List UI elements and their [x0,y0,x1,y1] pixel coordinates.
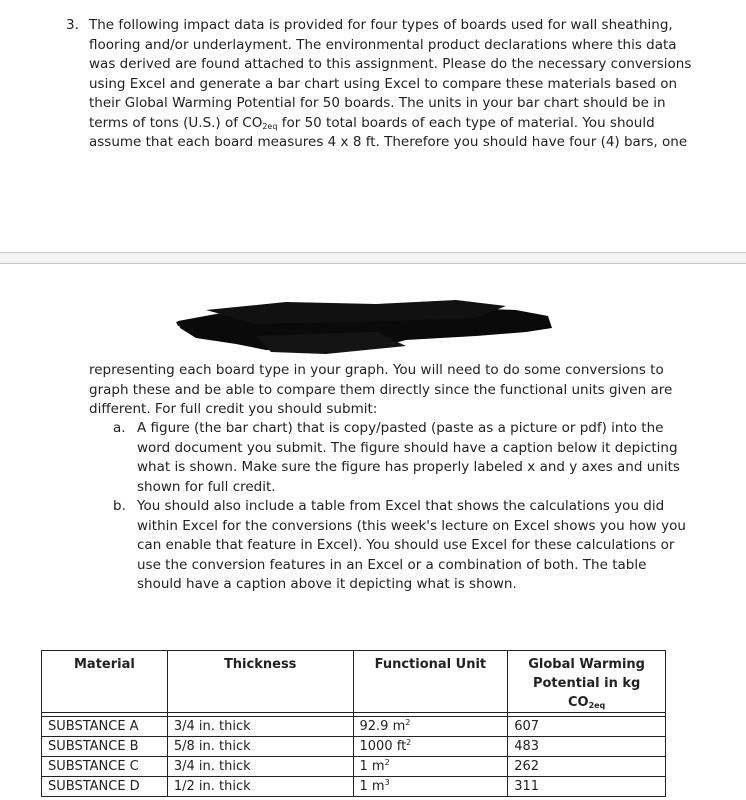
continuation-line: graph these and be able to compare them directly since the functional units given are [89,381,673,398]
cell-gwp: 262 [508,757,666,777]
cell-functional-unit: 1 $m^2$ [353,757,508,777]
cell-functional-unit: 1 $m^3$ [353,777,508,797]
cell-thickness: 1/2 in. thick [167,777,353,797]
question-line: using Excel and generate a bar chart using Excel to compare these materials based on [89,75,678,92]
cell-functional-unit: 92.9 $m^2$ [353,717,508,737]
question-line-co2: terms of tons (U.S.) of $CO_{2eq}$ for 50 total boards of each type of material. You should [89,114,655,131]
cell-material: SUBSTANCE B [42,737,168,757]
cell-material: SUBSTANCE C [42,757,168,777]
list-item-text [137,419,697,497]
header-thickness: Thickness [167,651,353,713]
continuation-text [89,361,689,420]
list-line: You should also include a table from Excel that shows the calculations you did [137,498,665,514]
redaction-scribble [176,296,556,356]
cell-material: SUBSTANCE D [42,777,168,797]
cell-gwp: 311 [508,777,666,797]
table-header-row [42,651,666,713]
header-functional-unit: Functional Unit [353,651,508,713]
list-line: use the conversion features in an Excel or a combination of both. The table [137,556,647,573]
table-row [42,737,666,757]
list-line: what is shown. Make sure the figure has properly labeled x and y axes and units [137,459,680,475]
list-line: A figure (the bar chart) that is copy/pasted (paste as a picture or pdf) into the [137,420,664,436]
cell-gwp: 607 [508,717,666,737]
continuation-line: representing each board type in your graph. You will need to do some conversions to [89,362,664,378]
question-line: was derived are found attached to this assignment. Please do the necessary conversions [89,56,692,72]
question-text [89,16,692,153]
cell-thickness: 3/4 in. thick [167,717,353,737]
question-line: flooring and/or underlayment. The environmental product declarations where this data [89,36,677,53]
question-number: 3. [66,17,79,33]
question-line: The following impact data is provided for four types of boards used for wall sheathing, [89,17,673,33]
table-row [42,717,666,737]
cell-functional-unit: 1000 $ft^2$ [353,737,508,757]
list-line: shown for full credit. [137,478,276,495]
cell-thickness: 3/4 in. thick [167,757,353,777]
list-line: within Excel for the conversions (this week's lecture on Excel shows you how you [137,517,686,534]
list-line: should have a caption above it depicting what is shown. [137,576,517,592]
list-line: word document you submit. The figure should have a caption below it depicting [137,439,678,456]
table-row [42,777,666,797]
continuation-line: different. For full credit you should submit: [89,401,378,417]
page-break [0,252,746,264]
impact-data-table [41,650,666,797]
table-row [42,757,666,777]
list-letter: a. [113,420,126,436]
header-gwp: Global Warming Potential in kg $CO_{2eq}$ [508,651,666,713]
list-line: can enable that feature in Excel). You should use Excel for these calculations or [137,537,675,553]
list-item-text [137,497,697,595]
cell-material: SUBSTANCE A [42,717,168,737]
question-line: assume that each board measures 4 x 8 ft. Therefore you should have four (4) bars, one [89,134,688,150]
question-line: their Global Warming Potential for 50 boards. The units in your bar chart should be in [89,95,666,111]
cell-gwp: 483 [508,737,666,757]
cell-thickness: 5/8 in. thick [167,737,353,757]
list-letter: b. [113,498,126,514]
header-material: Material [42,651,168,713]
